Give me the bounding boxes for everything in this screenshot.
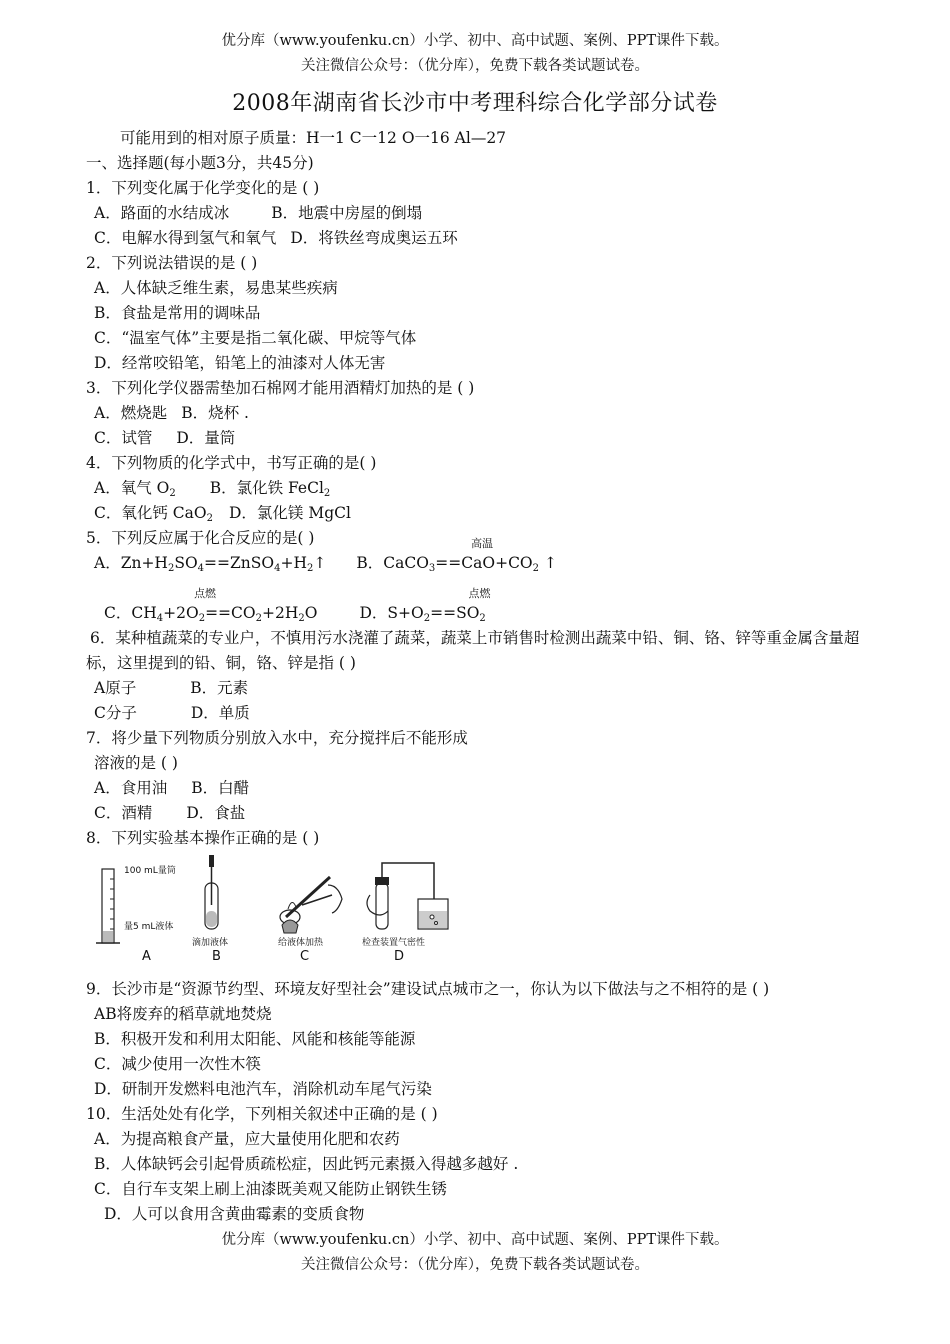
question-4-options-ab <box>86 476 876 501</box>
q10-option-c: C．自行车支架上刷上油漆既美观又能防止钢铁生锈 <box>94 1180 447 1198</box>
question-2-stem: 2．下列说法错误的是 ( ) <box>86 254 258 272</box>
q10-option-d: D．人可以食用含黄曲霉素的变质食物 <box>104 1205 365 1223</box>
question-6-stem: 6．某种植蔬菜的专业户，不慎用污水浇灌了蔬菜，蔬菜上市销售时检测出蔬菜中铅、铜、铬、锌等重金属含量超标，这里提到的铅、铜，铬、锌是指 ( ) <box>86 629 860 672</box>
q7-option-c: C．酒精 <box>94 804 153 822</box>
question-4-options-cd <box>86 501 876 526</box>
question-7-stem-line-1: 7．将少量下列物质分别放入水中，充分搅拌后不能形成 <box>86 729 468 747</box>
q9-option-c: C．减少使用一次性木筷 <box>94 1055 261 1073</box>
q7-option-b: B．白醋 <box>191 779 250 797</box>
q5-option-d: D．$S+O_2==$ 点燃 $SO_2$ <box>359 587 491 624</box>
section-heading: 一、选择题(每小题3分，共45分) <box>86 154 314 172</box>
q1-option-b: B．地震中房屋的倒塌 <box>271 204 423 222</box>
experiment-figures <box>86 855 876 967</box>
q1-option-a: A．路面的水结成冰 <box>94 204 230 222</box>
page-header <box>0 29 950 79</box>
q5-option-a: A．$Zn+H_2SO_4==ZnSO_4+H_2↑$ <box>94 554 327 574</box>
question-5-options-cd <box>86 587 876 626</box>
q1-option-c: C．电解水得到氢气和氧气 <box>94 229 277 247</box>
dropper-illustration <box>186 855 246 935</box>
exam-content <box>86 126 876 1227</box>
question-1-options-ab <box>86 201 876 226</box>
q2-option-c: C．“温室气体”主要是指二氧化碳、甲烷等气体 <box>94 329 417 347</box>
q5-option-b: B．CaCO$_3$== 高温 $CaO+CO_2$ ↑ <box>356 537 557 574</box>
question-3-stem: 3．下列化学仪器需垫加石棉网才能用酒精灯加热的是 ( ) <box>86 379 475 397</box>
q9-option-d: D．研制开发燃料电池汽车，消除机动车尾气污染 <box>94 1080 432 1098</box>
figure-b-letter: B <box>212 949 221 964</box>
q9-option-b: B．积极开发和利用太阳能、风能和核能等能源 <box>94 1030 416 1048</box>
q6-option-c: C分子 <box>94 704 137 722</box>
figure-a-label-bottom: 量5 mL液体 <box>124 922 174 932</box>
figure-b <box>186 855 246 967</box>
figure-c-caption: 给液体加热 <box>278 938 324 948</box>
q3-option-c: C．试管 <box>94 429 153 447</box>
q7-option-a: A．食用油 <box>94 779 168 797</box>
question-5-stem: 5．下列反应属于化合反应的是( ) <box>86 529 315 547</box>
q1-option-d: D．将铁丝弯成奥运五环 <box>290 229 458 247</box>
footer-line-2: 关注微信公众号：（优分库），免费下载各类试题试卷。 <box>301 1257 649 1273</box>
figure-c <box>268 855 348 967</box>
reaction-condition: == 点燃 <box>430 587 491 622</box>
q3-option-a: A．燃烧匙 <box>94 404 168 422</box>
airtightness-check-illustration <box>362 855 472 937</box>
q2-option-a: A．人体缺乏维生素，易患某些疾病 <box>94 279 338 297</box>
question-8-stem: 8．下列实验基本操作正确的是 ( ) <box>86 829 320 847</box>
q3-option-d: D．量筒 <box>176 429 236 447</box>
figure-a-letter: A <box>142 949 151 964</box>
footer-line-1: 优分库（www.youfenku.cn）小学、初中、高中试题、案例、PPT课件下载。 <box>221 1232 729 1248</box>
q2-option-d: D．经常咬铅笔，铅笔上的油漆对人体无害 <box>94 354 386 372</box>
reaction-condition: == 高温 <box>435 537 494 572</box>
question-7-options-ab <box>86 776 876 801</box>
q4-option-d: D．氯化镁 MgCl <box>228 504 351 522</box>
q2-option-b: B．食盐是常用的调味品 <box>94 304 261 322</box>
question-4-stem: 4．下列物质的化学式中，书写正确的是( ) <box>86 454 377 472</box>
q7-option-d: D．食盐 <box>186 804 246 822</box>
page-footer <box>0 1228 950 1278</box>
figure-d-caption: 检查装置气密性 <box>362 938 426 948</box>
q6-option-d: D．单质 <box>190 704 250 722</box>
q4-option-a: A．氧气 $O_2$ <box>94 479 176 499</box>
figure-a <box>94 855 194 967</box>
q10-option-b: B．人体缺钙会引起骨质疏松症，因此钙元素摄入得越多越好 . <box>94 1155 519 1173</box>
question-6-options-cd <box>86 701 876 726</box>
q10-option-a: A．为提高粮食产量，应大量使用化肥和农药 <box>94 1130 400 1148</box>
q9-option-a: AB将废弃的稻草就地焚烧 <box>94 1005 272 1023</box>
figure-a-label-top: 100 mL量筒 <box>124 866 176 876</box>
question-7-stem-line-2: 溶液的是 ( ) <box>94 754 178 772</box>
question-7-options-cd <box>86 801 876 826</box>
heating-liquid-illustration <box>268 855 348 937</box>
q6-option-b: B．元素 <box>190 679 249 697</box>
question-10-stem: 10．生活处处有化学，下列相关叙述中正确的是 ( ) <box>86 1105 438 1123</box>
q4-option-c: C．氧化钙 CaO$_2$ <box>94 504 213 524</box>
q5-option-c: C．$CH_4+2O_2==$ 点燃 $CO_2+2H_2O$ <box>104 587 318 624</box>
question-6-options-ab <box>86 676 876 701</box>
question-3-options-cd <box>86 426 876 451</box>
figure-c-letter: C <box>300 949 310 964</box>
question-1-stem: 1．下列变化属于化学变化的是 ( ) <box>86 179 320 197</box>
figure-d <box>362 855 472 967</box>
exam-title: 2008年湖南省长沙市中考理科综合化学部分试卷 <box>232 91 718 116</box>
header-line-2: 关注微信公众号：（优分库），免费下载各类试题试卷。 <box>301 58 649 74</box>
q4-option-b: B．氯化铁 FeCl$_2$ <box>209 479 331 499</box>
atomic-mass-note: 可能用到的相对原子质量：H一1 C一12 O一16 Al—27 <box>120 129 507 147</box>
figure-d-letter: D <box>394 949 405 964</box>
question-9-stem: 9．长沙市是“资源节约型、环境友好型社会”建设试点城市之一，你认为以下做法与之不相符的是 ( ) <box>86 980 770 998</box>
q3-option-b: B．烧杯 . <box>181 404 249 422</box>
question-1-options-cd <box>86 226 876 251</box>
figure-b-caption: 滴加液体 <box>192 938 229 948</box>
q6-option-a: A原子 <box>94 679 137 697</box>
question-3-options-ab <box>86 401 876 426</box>
header-line-1: 优分库（www.youfenku.cn）小学、初中、高中试题、案例、PPT课件下载。 <box>221 33 729 49</box>
reaction-condition: == 点燃 <box>194 587 232 622</box>
